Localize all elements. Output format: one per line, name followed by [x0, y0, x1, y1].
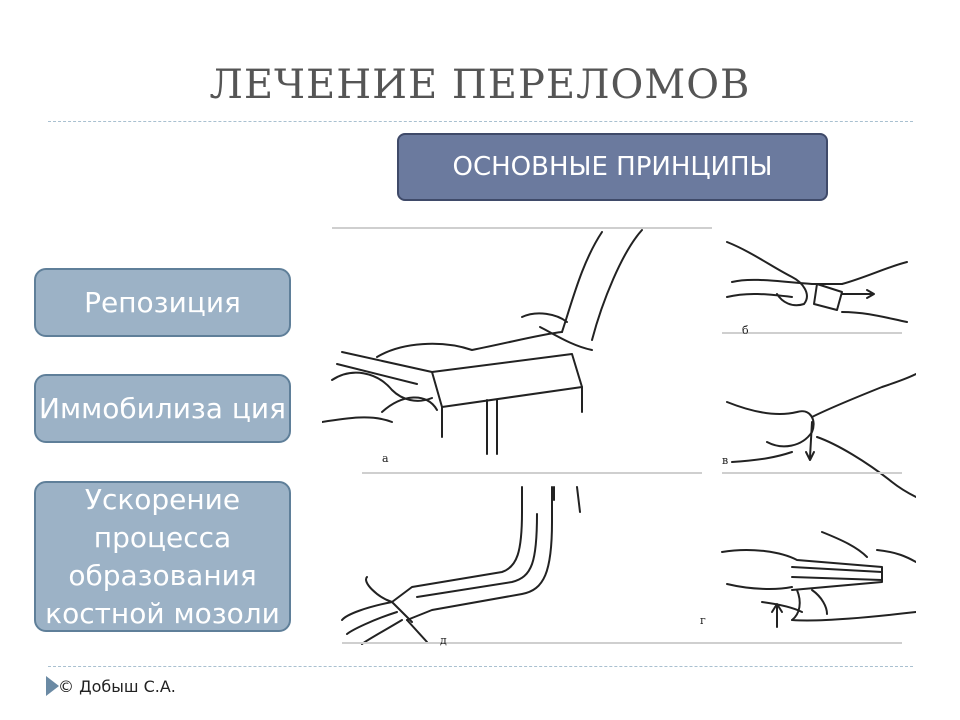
panel-label-v: в — [722, 454, 729, 467]
principles-header — [397, 133, 828, 201]
panel-label-g: г — [700, 614, 706, 627]
panel-v-drawing — [727, 374, 916, 497]
slide-title: ЛЕЧЕНИЕ ПЕРЕЛОМОВ — [209, 62, 751, 108]
panel-g-drawing — [722, 532, 916, 627]
bottom-divider — [48, 666, 913, 667]
panel-a-drawing — [322, 230, 642, 454]
panel-label-d: д — [440, 634, 447, 647]
item-label: Ускорение процесса образования костной мозоли — [45, 482, 280, 630]
fracture-reduction-illustration — [322, 222, 916, 648]
panel-d-drawing — [342, 487, 580, 644]
item-callus-acceleration — [34, 481, 291, 632]
item-immobilization — [34, 374, 291, 443]
panel-label-b: б — [742, 324, 749, 337]
top-divider — [48, 121, 913, 122]
panel-b-drawing — [727, 242, 907, 322]
principles-label: ОСНОВНЫЕ ПРИНЦИПЫ — [452, 152, 773, 182]
item-reposition — [34, 268, 291, 337]
item-label: Иммобилиза ция — [39, 391, 286, 425]
item-label: Репозиция — [84, 285, 241, 319]
footer-copyright: © Добыш С.А. — [58, 677, 176, 696]
panel-label-a: а — [382, 452, 389, 465]
